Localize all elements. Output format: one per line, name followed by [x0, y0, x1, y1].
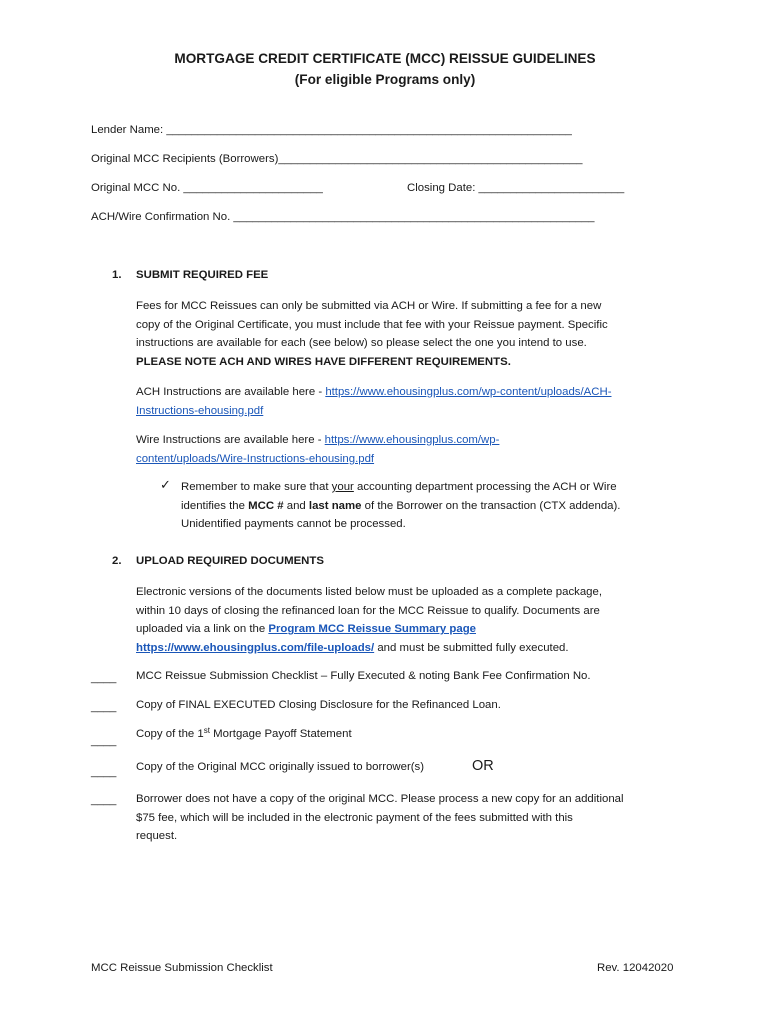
checklist-item-2: Copy of FINAL EXECUTED Closing Disclosure for the Refinanced Loan.: [136, 699, 501, 711]
ach-link-cont[interactable]: Instructions-ehousing.pdf: [136, 404, 264, 417]
unidentified-note: Unidentified payments cannot be processed.: [181, 518, 406, 531]
mcc-number-field: Original MCC No. ______________________: [91, 182, 323, 194]
remember-text: Remember to make sure that: [181, 481, 332, 493]
checklist-item-3-text-b: Mortgage Payoff Statement: [210, 728, 352, 740]
remember-your: your: [331, 481, 354, 493]
remember-text-b: accounting department processing the ACH or Wire: [353, 481, 617, 493]
checklist-item-3-text: Copy of the 1: [136, 728, 204, 740]
checklist-blank-1: ____: [91, 672, 117, 684]
section1-line1: Fees for MCC Reissues can only be submitted via ACH or Wire. If submitting a fee for a new: [136, 300, 602, 312]
section1-number: 1.: [112, 269, 122, 281]
section2-number: 2.: [112, 555, 122, 567]
wire-link-cont[interactable]: content/uploads/Wire-Instructions-ehousing.pdf: [136, 452, 375, 465]
checklist-blank-3: ____: [91, 735, 117, 747]
identifies-and: and: [283, 499, 309, 512]
section2-line2: within 10 days of closing the refinanced loan for the MCC Reissue to qualify. Documents are: [136, 604, 600, 617]
lender-name-field: Lender Name: ________________________________________________________________: [91, 124, 572, 136]
section2-paragraph: [136, 583, 696, 657]
checklist-item-5-line2: $75 fee, which will be included in the electronic payment of the fees submitted with this: [136, 811, 573, 824]
checklist-item-5-line3: request.: [136, 830, 178, 843]
footer-revision: Rev. 12042020: [597, 962, 674, 974]
checklist-blank-4: ____: [91, 766, 117, 778]
checklist-item-3-sup: st: [203, 726, 210, 735]
identifies-text: identifies the: [181, 499, 249, 512]
checklist-item-5: [136, 790, 696, 846]
checklist-blank-5: ____: [91, 794, 117, 806]
checklist-item-5-line1: Borrower does not have a copy of the original MCC. Please process a new copy for an additional: [136, 793, 624, 805]
checklist-blank-2: ____: [91, 701, 117, 713]
identifies-mcc: MCC #: [248, 499, 284, 512]
document-subtitle: (For eligible Programs only): [294, 72, 476, 87]
section2-line3: uploaded via a link on the: [136, 623, 269, 636]
checklist-item-4: Copy of the Original MCC originally issued to borrower(s): [136, 761, 425, 773]
footer-title: MCC Reissue Submission Checklist: [91, 962, 273, 974]
identifies-text-b: of the Borrower on the transaction (CTX addenda).: [361, 499, 621, 512]
identifies-last-name: last name: [308, 499, 362, 512]
section2-heading: UPLOAD REQUIRED DOCUMENTS: [136, 555, 324, 567]
section1-paragraph: [136, 297, 696, 371]
closing-date-field: Closing Date: _______________________: [407, 182, 625, 194]
check-icon: ✓: [160, 477, 171, 492]
section1-heading: SUBMIT REQUIRED FEE: [136, 269, 269, 281]
remember-note: [181, 478, 701, 534]
document-title: MORTGAGE CREDIT CERTIFICATE (MCC) REISSUE GUIDELINES: [174, 51, 596, 66]
wire-link[interactable]: https://www.ehousingplus.com/wp-: [324, 434, 500, 446]
section1-line2: copy of the Original Certificate, you must include that fee with your Reissue payment. Specific: [136, 318, 608, 331]
wire-instructions: [136, 431, 696, 468]
section2-line4: and must be submitted fully executed.: [374, 641, 569, 654]
ach-label: ACH Instructions are available here -: [136, 386, 326, 398]
recipients-field: Original MCC Recipients (Borrowers)________________________________________________: [91, 153, 583, 165]
file-upload-link[interactable]: https://www.ehousingplus.com/file-uploads/: [136, 641, 375, 654]
or-label: OR: [472, 758, 494, 774]
ach-link[interactable]: https://www.ehousingplus.com/wp-content/uploads/ACH-: [325, 386, 612, 398]
section2-line1: Electronic versions of the documents listed below must be uploaded as a complete package,: [136, 586, 603, 598]
program-summary-link[interactable]: Program MCC Reissue Summary page: [268, 623, 476, 636]
ach-confirmation-field: ACH/Wire Confirmation No. _________________________________________________________: [91, 211, 595, 223]
checklist-item-1: MCC Reissue Submission Checklist – Fully Executed & noting Bank Fee Confirmation No.: [136, 670, 591, 682]
section1-note: PLEASE NOTE ACH AND WIRES HAVE DIFFERENT REQUIREMENTS.: [136, 355, 511, 368]
wire-label: Wire Instructions are available here -: [136, 434, 325, 446]
checklist-item-3: [136, 728, 352, 740]
section1-line3: instructions are available for each (see below) so please select the one you intend to use.: [136, 337, 587, 350]
ach-instructions: [136, 383, 696, 420]
